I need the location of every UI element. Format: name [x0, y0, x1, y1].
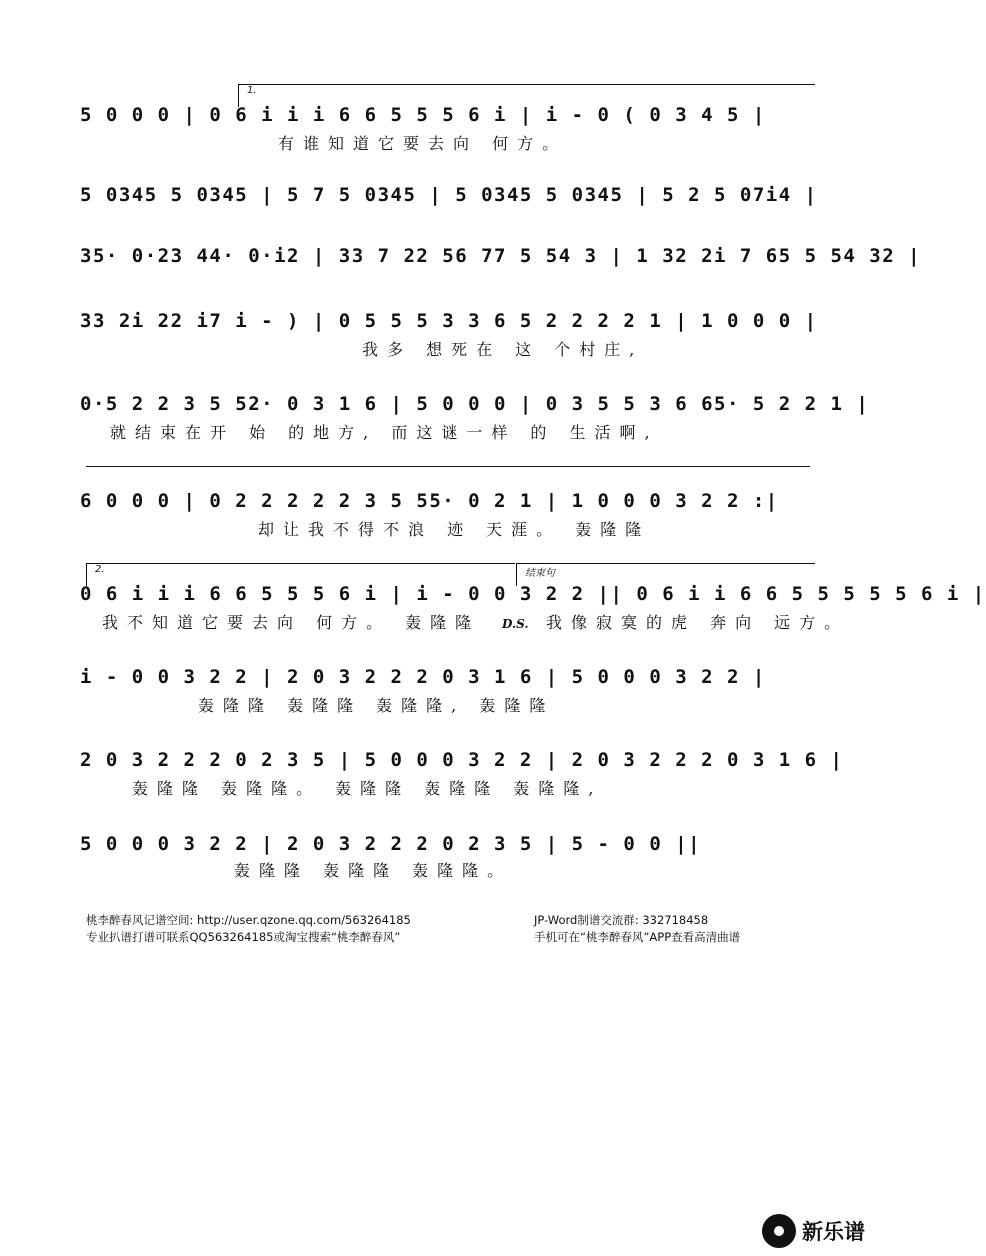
- notes-line: i - 0 0 3 2 2 | 2 0 3 2 2 2 0 3 1 6 | 5 0 0 0 3 2 2 |: [80, 666, 766, 688]
- footer-left-line2: 专业扒谱打谱可联系QQ563264185或淘宝搜索“桃李醉春风”: [86, 930, 401, 944]
- ds-marking: D.S.: [502, 617, 529, 631]
- notes-line: 6 0 0 0 | 0 2 2 2 2 2 3 5 55· 0 2 1 | 1 0 0 0 3 2 2 :|: [80, 490, 779, 512]
- lyrics-line: 我不知道它要去向 何方。 轰隆隆: [102, 613, 481, 632]
- brand-logo-text: 新乐谱: [802, 1220, 865, 1244]
- coda-bracket: 结束句: [516, 563, 815, 586]
- notes-line: 0 6 i i i 6 6 5 5 5 6 i | i - 0 0 3 2 2 || 0 6 i i 6 6 5 5 5 5 5 6 i |: [80, 583, 986, 605]
- lyrics-line: 轰隆隆 轰隆隆 轰隆隆。: [234, 861, 513, 880]
- notes-line: 5 0345 5 0345 | 5 7 5 0345 | 5 0345 5 0345 | 5 2 5 07i4 |: [80, 184, 818, 206]
- footer-right-line2: 手机可在“桃李醉春风”APP查看高清曲谱: [534, 930, 741, 944]
- lyrics-line: 我多 想死在 这 个村庄,: [362, 340, 644, 359]
- vinyl-disc-icon: [762, 1214, 796, 1248]
- volta-bracket-1: 1.: [238, 84, 815, 107]
- notes-line: 35· 0·23 44· 0·i2 | 33 7 22 56 77 5 54 3 | 1 32 2i 7 65 5 54 32 |: [80, 245, 922, 267]
- notes-line: 5 0 0 0 3 2 2 | 2 0 3 2 2 2 0 2 3 5 | 5 - 0 0 ||: [80, 833, 702, 855]
- lyrics-line-coda: 我像寂寞的虎 奔向 远方。: [546, 613, 850, 632]
- footer-left: [86, 912, 411, 946]
- lyrics-line: 却让我不得不浪 迹 天涯。 轰隆隆: [258, 520, 651, 539]
- notes-line: 5 0 0 0 | 0 6 i i i 6 6 5 5 5 6 i | i - 0 ( 0 3 4 5 |: [80, 104, 766, 126]
- footer-right: [534, 912, 740, 946]
- volta-bracket-2: 2.: [86, 563, 515, 586]
- notes-line: 33 2i 22 i7 i - ) | 0 5 5 5 3 3 6 5 2 2 2 2 1 | 1 0 0 0 |: [80, 310, 818, 332]
- notes-line: 0·5 2 2 3 5 52· 0 3 1 6 | 5 0 0 0 | 0 3 5 5 3 6 65· 5 2 2 1 |: [80, 393, 870, 415]
- footer-right-line1: JP-Word制谱交流群: 332718458: [534, 913, 709, 927]
- lyrics-line: 轰隆隆 轰隆隆。 轰隆隆 轰隆隆 轰隆隆,: [132, 779, 603, 798]
- lyrics-line: 有谁知道它要去向 何方。: [278, 134, 568, 153]
- lyrics-line: 轰隆隆 轰隆隆 轰隆隆, 轰隆隆: [198, 696, 555, 715]
- notes-line: 2 0 3 2 2 2 0 2 3 5 | 5 0 0 0 3 2 2 | 2 0 3 2 2 2 0 3 1 6 |: [80, 749, 844, 771]
- lyrics-line: 就结束在开 始 的地方, 而这谜一样 的 生活啊,: [110, 423, 659, 442]
- footer-left-line1: 桃李醉春风记谱空间: http://user.qzone.qq.com/563264185: [86, 913, 411, 927]
- brand-logo: [762, 1214, 865, 1248]
